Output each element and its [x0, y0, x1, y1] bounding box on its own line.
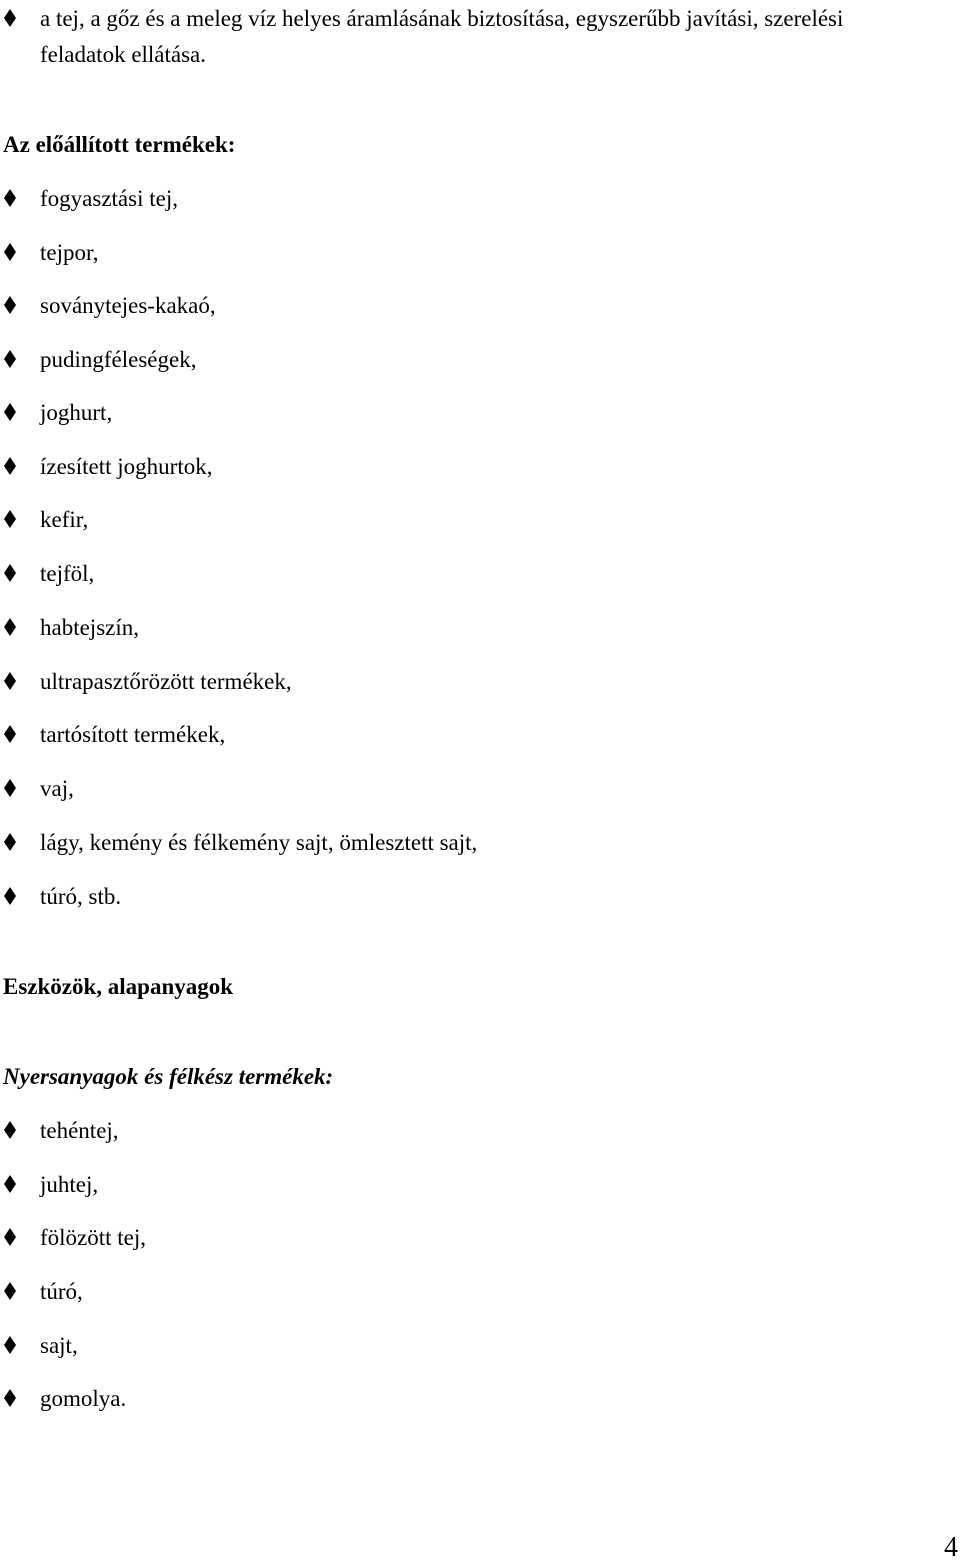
diamond-bullet-icon	[3, 11, 17, 25]
list-item-text: kefir,	[40, 507, 89, 532]
list-item-text: lágy, kemény és félkemény sajt, ömlesztett sajt,	[40, 830, 478, 855]
diamond-bullet-icon	[3, 1338, 17, 1352]
list-item-text: soványtejes-kakaó,	[40, 293, 216, 318]
diamond-bullet-icon	[3, 1230, 17, 1244]
diamond-bullet-icon	[3, 1177, 17, 1191]
intro-text-line2: feladatok ellátása.	[40, 42, 207, 67]
tools-heading: Eszközök, alapanyagok	[3, 974, 234, 999]
diamond-bullet-icon	[3, 1123, 17, 1137]
list-item-text: pudingféleségek,	[40, 347, 197, 372]
intro-text-line1: a tej, a gőz és a meleg víz helyes áramlásának biztosítása, egyszerűbb javítási, szerelési	[40, 6, 844, 31]
diamond-bullet-icon	[3, 674, 17, 688]
diamond-bullet-icon	[3, 781, 17, 795]
diamond-bullet-icon	[3, 405, 17, 419]
diamond-bullet-icon	[3, 566, 17, 580]
diamond-bullet-icon	[3, 245, 17, 259]
diamond-bullet-icon	[3, 620, 17, 634]
list-item-text: ultrapasztőrözött termékek,	[40, 669, 292, 694]
products-heading: Az előállított termékek:	[3, 132, 236, 157]
list-item-text: joghurt,	[40, 400, 113, 425]
page-number: 4	[944, 1532, 958, 1563]
list-item-text: vaj,	[40, 776, 74, 801]
list-item-text: fölözött tej,	[40, 1225, 147, 1250]
diamond-bullet-icon	[3, 1284, 17, 1298]
list-item-text: túró,	[40, 1279, 83, 1304]
list-item-text: tejpor,	[40, 240, 99, 265]
list-item-text: fogyasztási tej,	[40, 186, 178, 211]
list-item-text: tartósított termékek,	[40, 722, 226, 747]
diamond-bullet-icon	[3, 352, 17, 366]
list-item-text: habtejszín,	[40, 615, 139, 640]
list-item-text: ízesített joghurtok,	[40, 454, 213, 479]
diamond-bullet-icon	[3, 835, 17, 849]
diamond-bullet-icon	[3, 1391, 17, 1405]
list-item-text: juhtej,	[40, 1172, 99, 1197]
list-item-text: tehéntej,	[40, 1118, 119, 1143]
diamond-bullet-icon	[3, 298, 17, 312]
diamond-bullet-icon	[3, 727, 17, 741]
list-item-text: gomolya.	[40, 1386, 127, 1411]
diamond-bullet-icon	[3, 191, 17, 205]
list-item-text: tejföl,	[40, 561, 95, 586]
diamond-bullet-icon	[3, 459, 17, 473]
list-item-text: sajt,	[40, 1333, 78, 1358]
list-item-text: túró, stb.	[40, 884, 122, 909]
diamond-bullet-icon	[3, 889, 17, 903]
diamond-bullet-icon	[3, 512, 17, 526]
raw-materials-heading: Nyersanyagok és félkész termékek:	[3, 1064, 334, 1089]
